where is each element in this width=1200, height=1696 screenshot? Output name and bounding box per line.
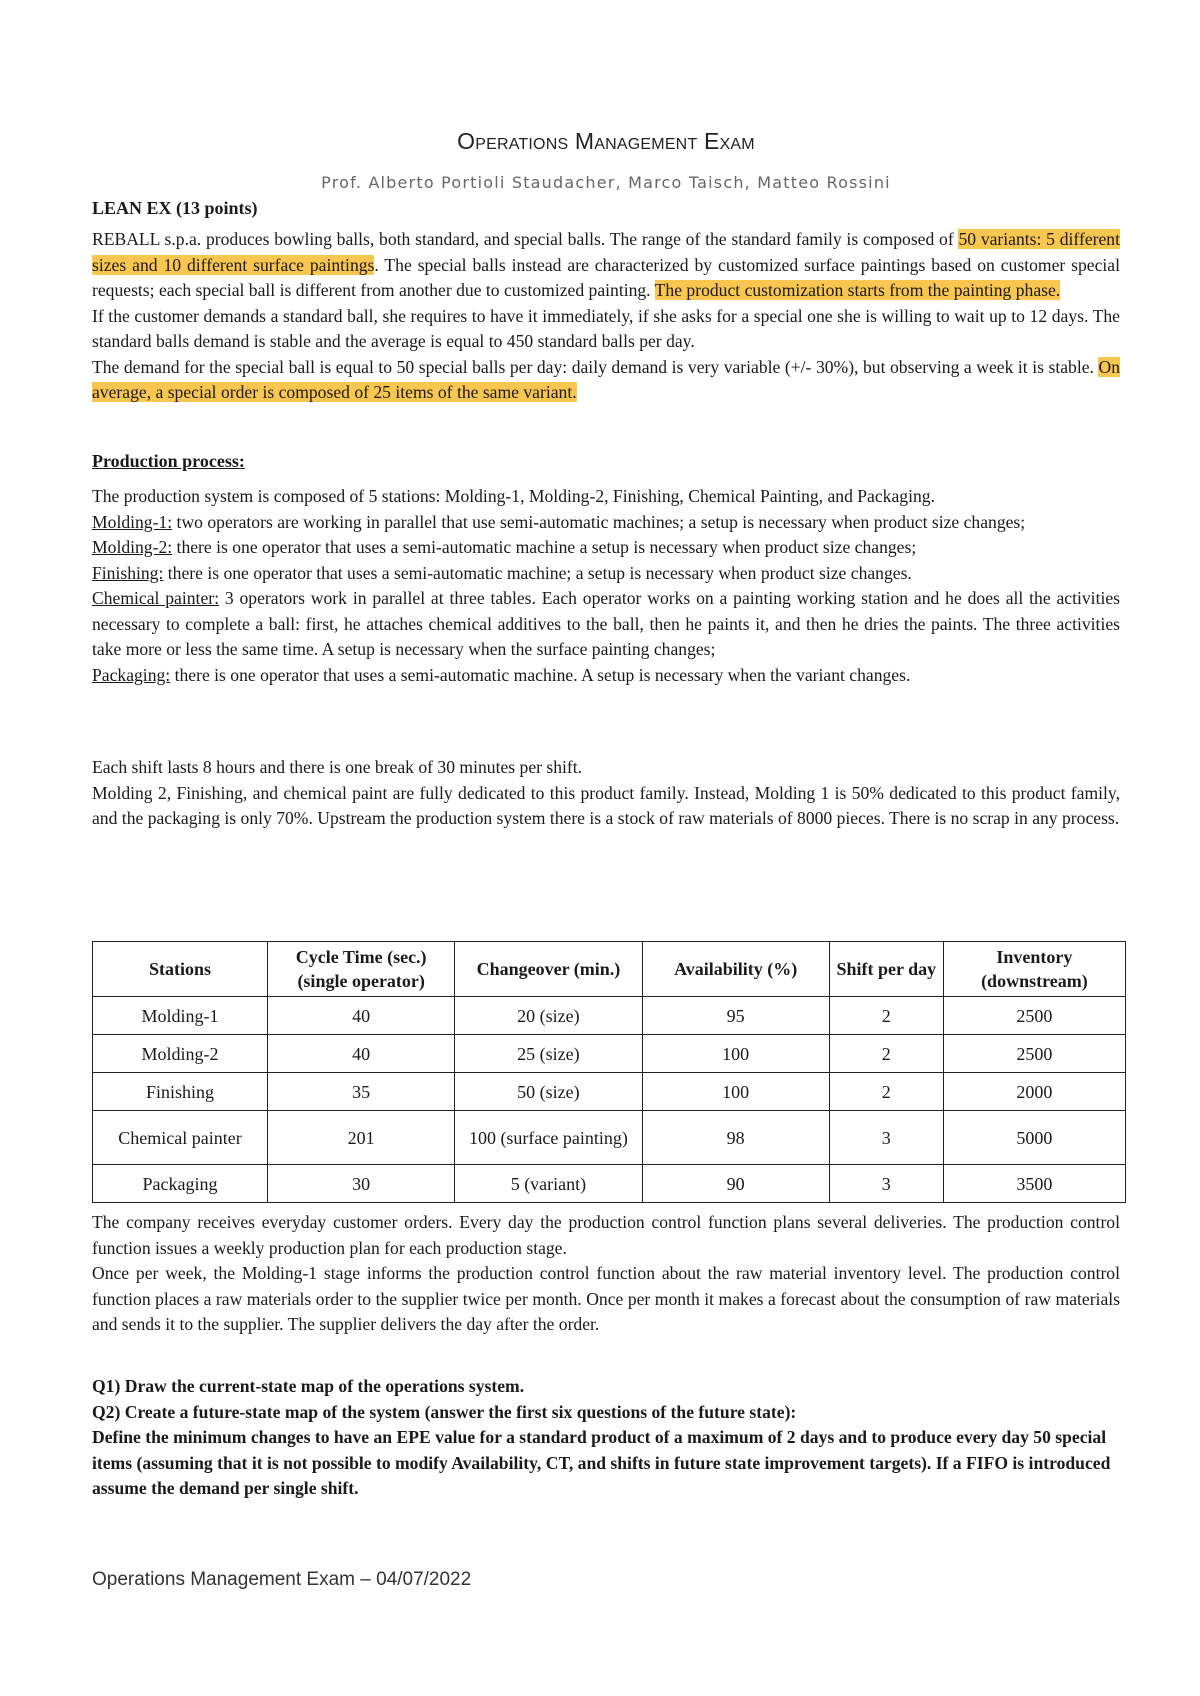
highlight-customization: The product customization starts from the painting phase. xyxy=(654,280,1061,300)
station-molding-2 xyxy=(92,535,1120,561)
lean-ex-para-2: If the customer demands a standard ball, she requires to have it immediately, if she asks for a special one she is willing to wait up to 12 days. The standard balls demand is stable and the average is equal to 450 standard balls per day. xyxy=(92,305,1120,351)
production-description xyxy=(92,484,1120,688)
control-para-1: The company receives everyday customer orders. Every day the production control function plans several deliveries. The production control function issues a weekly production plan for each production stage. xyxy=(92,1212,1120,1258)
table-row xyxy=(93,1111,1126,1165)
control-description xyxy=(92,1210,1120,1338)
shift-para-2: Molding 2, Finishing, and chemical paint are fully dedicated to this product family. Instead, Molding 1 is 50% dedicated to this product family, and the packaging is only 70%. Upstream the production system there is a stock of raw materials of 8000 pieces. There is no scrap in any process. xyxy=(92,782,1120,828)
page-footer: Operations Management Exam – 04/07/2022 xyxy=(92,1569,472,1590)
cell-inventory: 5000 xyxy=(943,1111,1125,1165)
station-label: Molding-1: xyxy=(92,511,173,532)
text-run: REBALL s.p.a. produces bowling balls, both standard, and special balls. The range of the standard family is composed of xyxy=(92,229,959,249)
question-2-detail: Define the minimum changes to have an EPE value for a standard product of a maximum of 2 days and to produce every day 50 special items (assuming that it is not possible to modify Availability, CT, and shifts in future state improvement targets). If a FIFO is introduced assume the demand per single shift. xyxy=(92,1427,1111,1498)
cell-cycle-time: 201 xyxy=(268,1111,455,1165)
control-para-2: Once per week, the Molding-1 stage informs the production control function about the raw material inventory level. The production control function places a raw materials order to the supplier twice per month. Once per month it makes a forecast about the consumption of raw materials and sends it to the supplier. The supplier delivers the day after the order. xyxy=(92,1263,1120,1334)
cell-availability: 95 xyxy=(642,997,829,1035)
highlight-variants: 50 variants: 5 different sizes and 10 different surface paintings xyxy=(92,229,1120,275)
cell-shift: 2 xyxy=(829,1035,943,1073)
header-inventory: Inventory (downstream) xyxy=(943,942,1125,997)
cell-changeover: 5 (variant) xyxy=(455,1165,642,1203)
cell-changeover: 25 (size) xyxy=(455,1035,642,1073)
cell-availability: 98 xyxy=(642,1111,829,1165)
header-availability: Availability (%) xyxy=(642,942,829,997)
shift-para-1: Each shift lasts 8 hours and there is one break of 30 minutes per shift. xyxy=(92,757,583,777)
question-2: Q2) Create a future-state map of the system (answer the first six questions of the future state): xyxy=(92,1401,797,1422)
cell-changeover: 20 (size) xyxy=(455,997,642,1035)
station-label: Molding-2: xyxy=(92,537,173,557)
header-stations: Stations xyxy=(93,942,268,997)
table-row xyxy=(93,1035,1126,1073)
cell-cycle-time: 35 xyxy=(268,1073,455,1111)
table-row xyxy=(93,1073,1126,1111)
station-text: there is one operator that uses a semi-automatic machine; a setup is necessary when product size changes. xyxy=(163,562,912,583)
cell-cycle-time: 40 xyxy=(268,1035,455,1073)
table-header-row xyxy=(93,942,1126,997)
text-run: The demand for the special ball is equal to 50 special balls per day: daily demand is very variable (+/- 30%), but observing a week it is stable. xyxy=(92,356,1099,377)
station-text: two operators are working in parallel that use semi-automatic machines; a setup is necessary when product size changes; xyxy=(172,511,1026,532)
station-packaging xyxy=(92,663,1120,689)
question-1: Q1) Draw the current-state map of the operations system. xyxy=(92,1376,525,1396)
exam-title: Operations Management Exam xyxy=(457,128,755,154)
cell-availability: 100 xyxy=(642,1035,829,1073)
lean-ex-para-1 xyxy=(92,227,1120,304)
production-intro: The production system is composed of 5 stations: Molding-1, Molding-2, Finishing, Chemical Painting, and Packaging. xyxy=(92,486,935,506)
cell-changeover: 50 (size) xyxy=(455,1073,642,1111)
cell-inventory: 3500 xyxy=(943,1165,1125,1203)
table-row xyxy=(93,997,1126,1035)
cell-station: Packaging xyxy=(93,1165,268,1203)
highlight-special-order: On average, a special order is composed of 25 items of the same variant. xyxy=(92,356,1120,402)
cell-inventory: 2500 xyxy=(943,1035,1125,1073)
header-shift-per-day: Shift per day xyxy=(829,942,943,997)
station-label: Packaging: xyxy=(92,664,171,685)
lean-ex-heading: LEAN EX (13 points) xyxy=(92,198,258,218)
cell-availability: 90 xyxy=(642,1165,829,1203)
production-heading: Production process: xyxy=(92,451,245,471)
cell-cycle-time: 40 xyxy=(268,997,455,1035)
cell-station: Finishing xyxy=(93,1073,268,1111)
cell-station: Chemical painter xyxy=(93,1111,268,1165)
station-label: Chemical painter: xyxy=(92,588,220,608)
cell-availability: 100 xyxy=(642,1073,829,1111)
station-label: Finishing: xyxy=(92,562,164,583)
station-text: there is one operator that uses a semi-automatic machine a setup is necessary when product size changes; xyxy=(172,537,917,557)
header-changeover: Changeover (min.) xyxy=(455,942,642,997)
table-row xyxy=(93,1165,1126,1203)
cell-shift: 2 xyxy=(829,1073,943,1111)
cell-station: Molding-1 xyxy=(93,997,268,1035)
cell-shift: 3 xyxy=(829,1111,943,1165)
cell-shift: 3 xyxy=(829,1165,943,1203)
exam-authors: Prof. Alberto Portioli Staudacher, Marco Taisch, Matteo Rossini xyxy=(321,173,891,192)
cell-station: Molding-2 xyxy=(93,1035,268,1073)
text-run: . The special balls instead are characterized by customized surface paintings based on customer special requests; each special ball is different from another due to customized painting. xyxy=(92,254,1121,300)
station-text: 3 operators work in parallel at three tables. Each operator works on a painting working station and he does all the activities necessary to complete a ball: first, he attaches chemical additives to the ball, then he paints it, and then he dries the paints. The three activities take more or less the same time. A setup is necessary when the surface painting changes; xyxy=(92,588,1121,659)
station-text: there is one operator that uses a semi-automatic machine. A setup is necessary when the variant changes. xyxy=(170,664,911,685)
cell-inventory: 2500 xyxy=(943,997,1125,1035)
questions-block xyxy=(92,1374,1120,1502)
lean-ex-intro xyxy=(92,227,1120,406)
cell-cycle-time: 30 xyxy=(268,1165,455,1203)
station-molding-1 xyxy=(92,510,1120,536)
header-cycle-time: Cycle Time (sec.) (single operator) xyxy=(268,942,455,997)
station-chemical-painter xyxy=(92,586,1120,663)
cell-inventory: 2000 xyxy=(943,1073,1125,1111)
station-finishing xyxy=(92,561,1120,587)
cell-changeover: 100 (surface painting) xyxy=(455,1111,642,1165)
stations-table xyxy=(92,941,1126,1203)
shift-description xyxy=(92,755,1120,832)
lean-ex-para-3 xyxy=(92,355,1120,406)
cell-shift: 2 xyxy=(829,997,943,1035)
